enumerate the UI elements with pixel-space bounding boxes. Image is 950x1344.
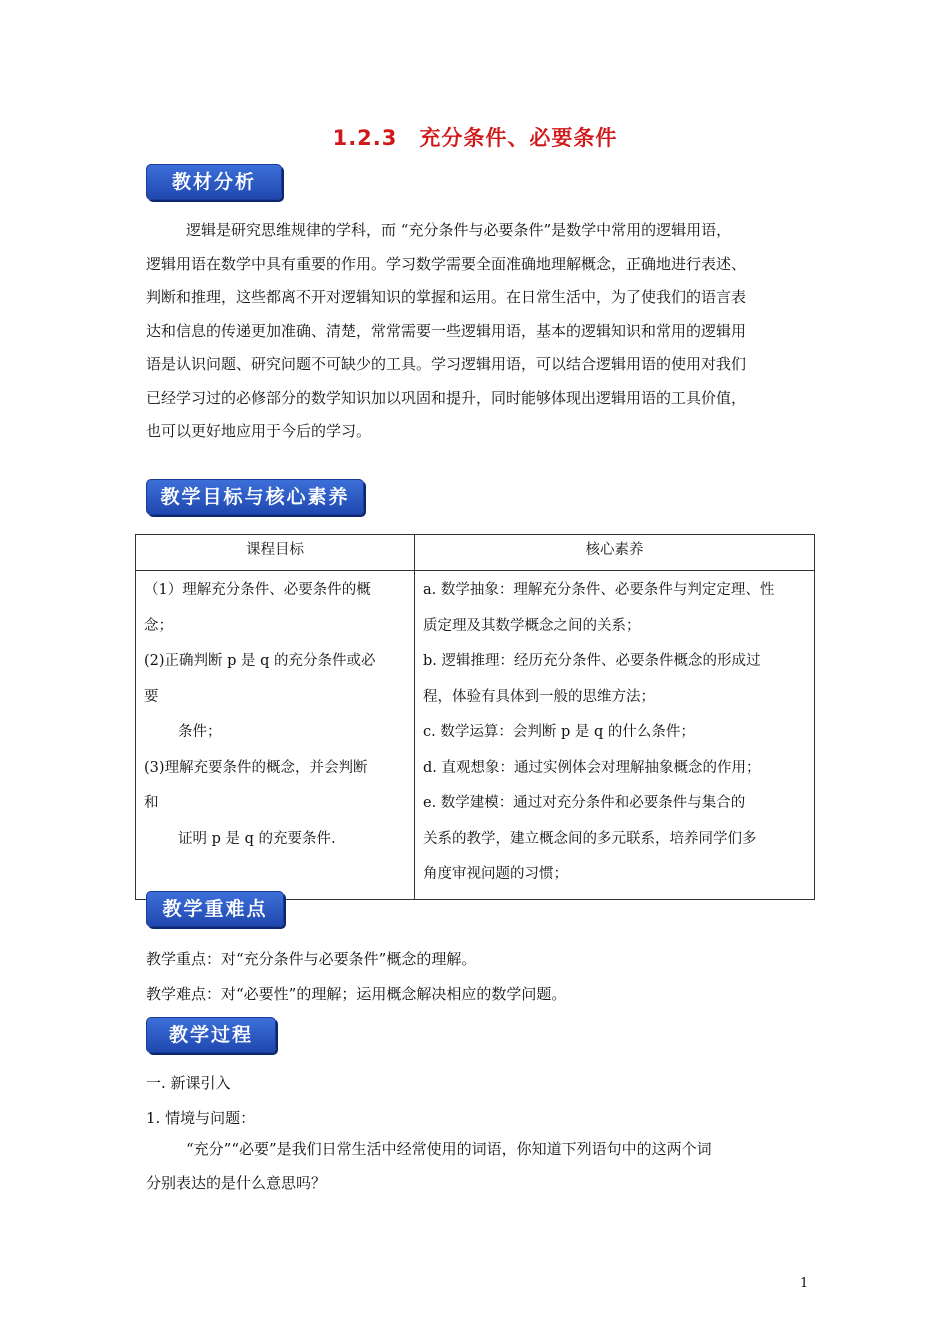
literacy-line: d. 直观想象：通过实例体会对理解抽象概念的作用； [423, 759, 761, 776]
analysis-line: 判断和推理，这些都离不开对逻辑知识的掌握和运用。在日常生活中，为了使我们的语言表 [146, 288, 747, 306]
goals-table [135, 534, 815, 900]
analysis-line: 逻辑用语在数学中具有重要的作用。学习数学需要全面准确地理解概念，正确地进行表述、 [146, 254, 747, 273]
literacy-line: 程，体验有具体到一般的思维方法； [423, 688, 655, 705]
literacy-line: b. 逻辑推理：经历充分条件、必要条件概念的形成过 [423, 653, 761, 669]
table-header-core-literacy: 核心素养 [415, 535, 815, 571]
process-heading-new-lesson: 一. 新课引入 [146, 1074, 231, 1092]
analysis-line: 逻辑是研究思维规律的学科，而 “充分条件与必要条件”是数学中常用的逻辑用语， [186, 221, 732, 239]
literacy-line: 关系的教学，建立概念间的多元联系，培养同学们多 [423, 830, 757, 847]
course-goals-cell [136, 571, 415, 900]
teaching-difficulty: 教学难点：对“必要性”的理解；运用概念解决相应的数学问题。 [146, 985, 567, 1003]
page-title: 1.2.3 充分条件、必要条件 [332, 126, 618, 150]
section-banner-goals: 教学目标与核心素养 [146, 479, 364, 515]
goal-line: 念； [144, 617, 173, 634]
section-banner-keypoints: 教学重难点 [146, 891, 284, 927]
literacy-line: a. 数学抽象：理解充分条件、必要条件与判定定理、性 [423, 582, 775, 598]
process-heading-situation: 1. 情境与问题： [146, 1109, 256, 1127]
analysis-line: 语是认识问题、研究问题不可缺少的工具。学习逻辑用语，可以结合逻辑用语的使用对我们 [146, 355, 747, 373]
intro-line: 分别表达的是什么意思吗？ [146, 1173, 327, 1192]
section-banner-process: 教学过程 [146, 1017, 276, 1053]
table-header-course-goals: 课程目标 [136, 535, 415, 571]
literacy-line: 质定理及其数学概念之间的关系； [423, 617, 641, 634]
intro-line: “充分”“必要”是我们日常生活中经常使用的词语，你知道下列语句中的这两个词 [186, 1140, 712, 1158]
goal-line: （1）理解充分条件、必要条件的概 [144, 582, 371, 598]
goal-line: 要 [144, 688, 159, 705]
goal-line: 和 [144, 795, 159, 811]
goal-line: 证明 p 是 q 的充要条件. [178, 830, 336, 847]
literacy-line: e. 数学建模：通过对充分条件和必要条件与集合的 [423, 795, 746, 811]
goal-line: 条件； [178, 724, 222, 740]
table-header-row [136, 535, 815, 571]
analysis-line: 也可以更好地应用于今后的学习。 [146, 422, 372, 440]
literacy-line: c. 数学运算：会判断 p 是 q 的什么条件； [423, 724, 695, 740]
page-number: 1 [800, 1276, 809, 1291]
intro-paragraph [146, 1133, 808, 1200]
core-literacy-cell [415, 571, 815, 900]
analysis-paragraph [146, 214, 808, 449]
literacy-line: 角度审视问题的习惯； [423, 866, 568, 882]
table-row [136, 571, 815, 900]
goal-line: (2)正确判断 p 是 q 的充分条件或必 [144, 653, 376, 669]
analysis-line: 达和信息的传递更加准确、清楚，常常需要一些逻辑用语，基本的逻辑知识和常用的逻辑用 [146, 321, 747, 340]
analysis-line: 已经学习过的必修部分的数学知识加以巩固和提升，同时能够体现出逻辑用语的工具价值， [146, 388, 747, 407]
goal-line: (3)理解充要条件的概念，并会判断 [144, 759, 368, 776]
teaching-focus: 教学重点：对“充分条件与必要条件”概念的理解。 [146, 950, 477, 968]
section-banner-analysis: 教材分析 [146, 164, 282, 200]
